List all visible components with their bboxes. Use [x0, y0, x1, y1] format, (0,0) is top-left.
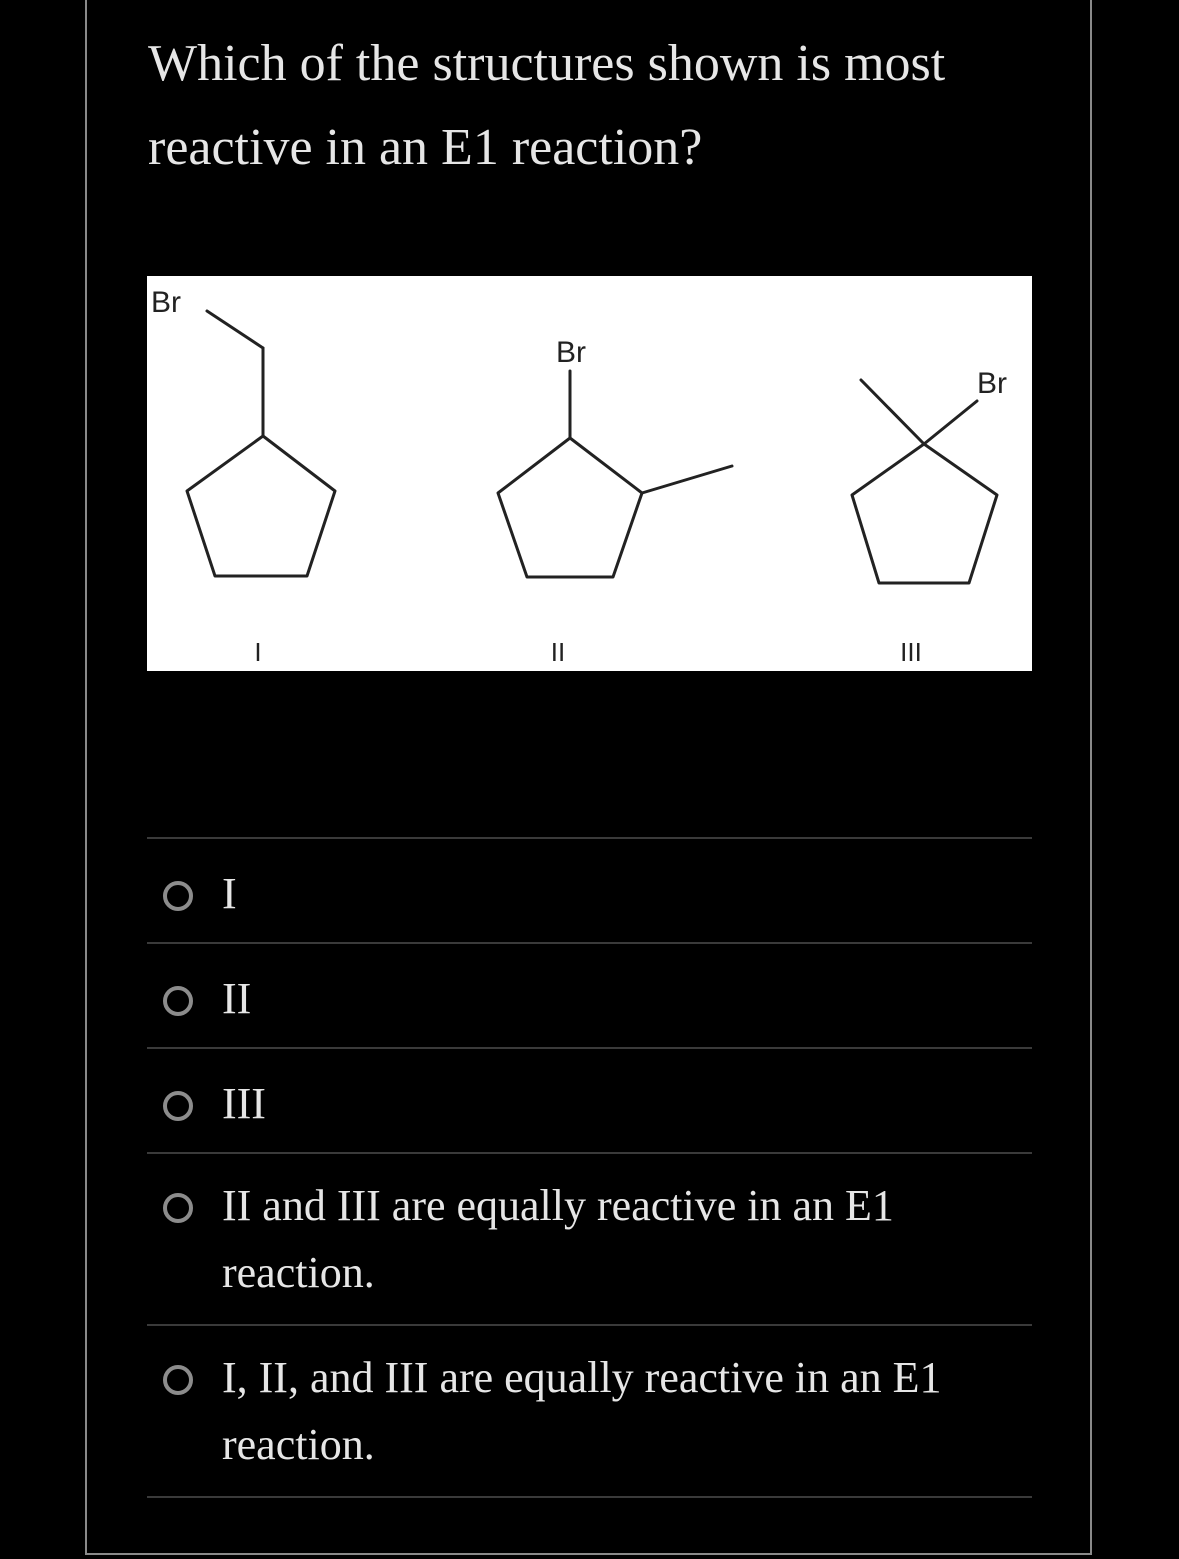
structure-ii-ring	[498, 438, 642, 577]
answer-option-all-equal[interactable]	[147, 1326, 1032, 1498]
answer-option-label: I, II, and III are equally reactive in an E1 reaction.	[222, 1353, 942, 1469]
structure-iii-methyl-bond	[861, 380, 924, 444]
answer-option-i[interactable]	[147, 839, 1032, 944]
structures-svg	[147, 276, 1032, 671]
answer-option-label: II	[222, 974, 252, 1023]
radio-button[interactable]	[163, 1365, 193, 1395]
answer-option-label: I	[222, 869, 237, 918]
structure-iii-br-label: Br	[977, 367, 1007, 400]
structure-ii-label: II	[550, 637, 566, 667]
structure-ii-br-label: Br	[556, 336, 586, 369]
structure-iii-ring	[852, 444, 997, 583]
structures-figure	[147, 276, 1032, 671]
structure-i-ring	[187, 436, 335, 576]
answer-option-label: III	[222, 1079, 266, 1128]
radio-button[interactable]	[163, 986, 193, 1016]
radio-button[interactable]	[163, 1091, 193, 1121]
radio-button[interactable]	[163, 881, 193, 911]
answer-option-ii-and-iii[interactable]	[147, 1154, 1032, 1326]
structure-ii-methyl-bond	[642, 466, 732, 493]
structure-i-ch2-to-br-bond	[207, 311, 263, 348]
structure-i	[187, 311, 335, 576]
radio-button[interactable]	[163, 1193, 193, 1223]
structure-ii	[498, 371, 732, 577]
structure-i-br-label: Br	[151, 286, 181, 319]
answer-option-label: II and III are equally reactive in an E1 reaction.	[222, 1181, 894, 1297]
structure-iii	[852, 380, 997, 583]
answer-options	[147, 837, 1032, 1498]
question-text: Which of the structures shown is most reactive in an E1 reaction?	[148, 35, 946, 176]
structure-i-label: I	[254, 637, 262, 667]
answer-option-ii[interactable]	[147, 944, 1032, 1049]
structure-iii-c-br-bond	[924, 401, 977, 444]
structure-iii-label: III	[900, 637, 922, 667]
answer-option-iii[interactable]	[147, 1049, 1032, 1154]
